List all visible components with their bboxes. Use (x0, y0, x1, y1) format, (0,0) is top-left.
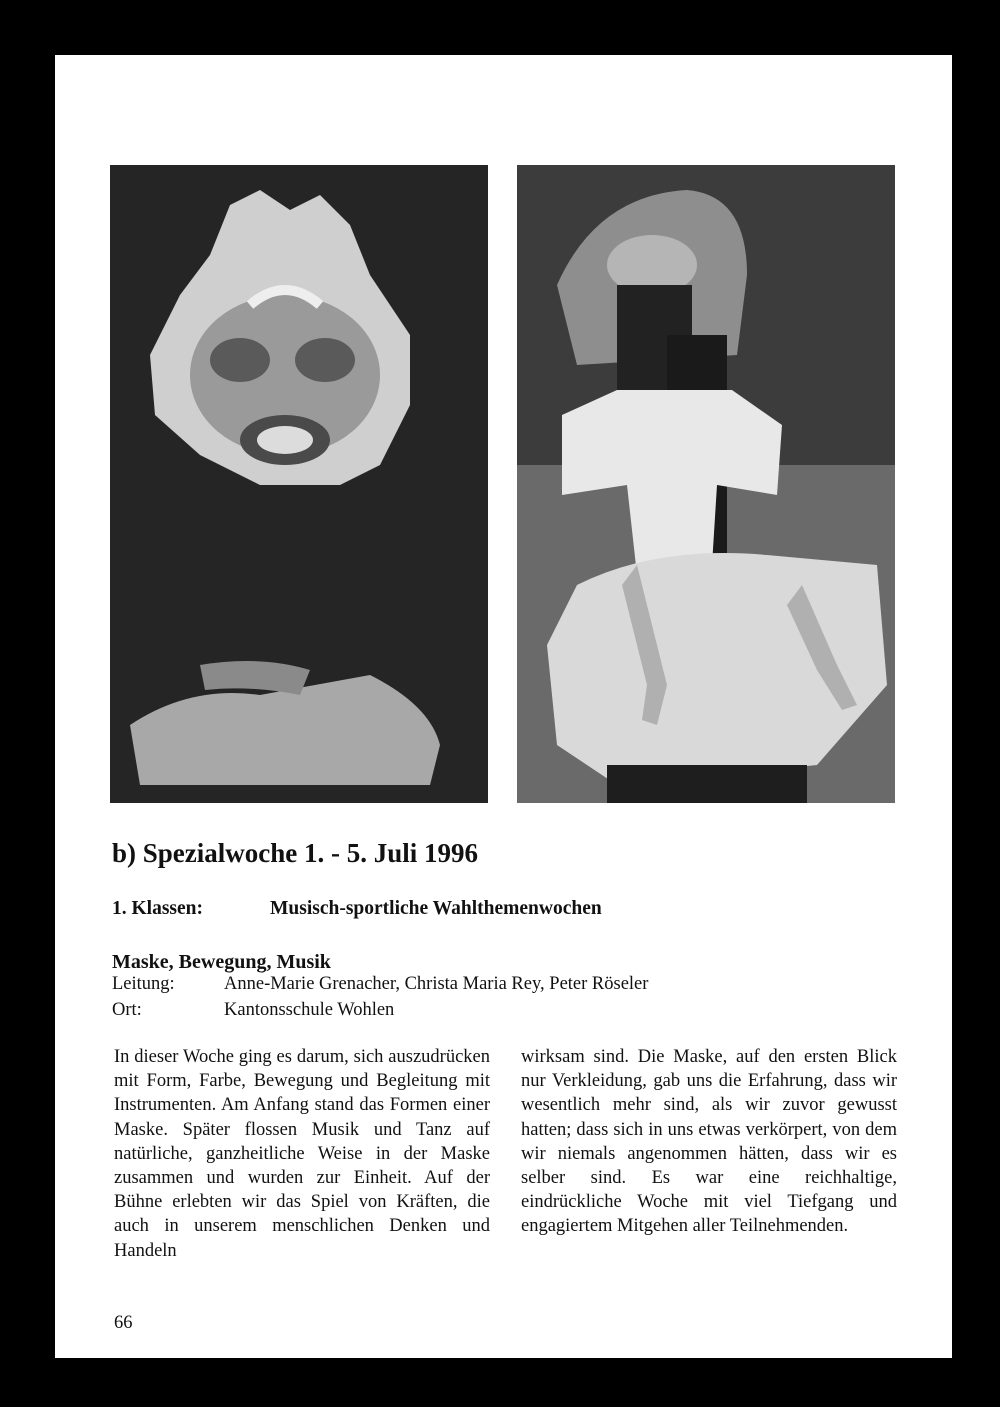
page-number: 66 (114, 1313, 133, 1333)
class-label: 1. Klassen: (112, 898, 204, 919)
page-heading: b) Spezialwoche 1. - 5. Juli 1996 (112, 838, 479, 868)
class-theme: Musisch-sportliche Wahlthemenwochen (270, 898, 602, 919)
body-text-right-column: wirksam sind. Die Maske, auf den ersten Blick nur Verkleidung, gab uns die Erfahrung, dass wir wesentlich mehr sind, als wir zuvor gewusst hatten; dass sich in uns etwas verkörpert, von dem wir niemals angenommen hätten, dass wir es selber sind. Es war eine reichhaltige, eindrückliche Woche mit viel Tiefgang und engagiertem Mitgehen aller Teilnehmenden. (521, 1047, 897, 1237)
leitung-label: Leitung: (112, 974, 175, 994)
class-line (112, 898, 602, 920)
leitung-row (112, 974, 649, 995)
mask-photo-left-graphic (110, 165, 488, 803)
mask-photo-left (110, 165, 488, 803)
ort-value: Kantonsschule Wohlen (224, 1000, 395, 1020)
ort-row (112, 1000, 395, 1021)
ort-label: Ort: (112, 1000, 142, 1020)
dancer-photo-right-graphic (517, 165, 895, 803)
dancer-photo-right (517, 165, 895, 803)
leitung-value: Anne-Marie Grenacher, Christa Maria Rey, Peter Röseler (224, 974, 649, 994)
section-title: Maske, Bewegung, Musik (112, 951, 331, 973)
body-text-left-column: In dieser Woche ging es darum, sich auszudrücken mit Form, Farbe, Bewegung und Begleitung mit Instrumenten. Am Anfang stand das Formen einer Maske. Später flossen Musik und Tanz auf natürliche, ganzheitliche Weise in der Maske zusammen und wurden zur Einheit. Auf der Bühne erlebten wir das Spiel von Kräften, die auch in unserem menschlichen Denken und Handeln (114, 1047, 490, 1261)
document-page (55, 55, 952, 1358)
